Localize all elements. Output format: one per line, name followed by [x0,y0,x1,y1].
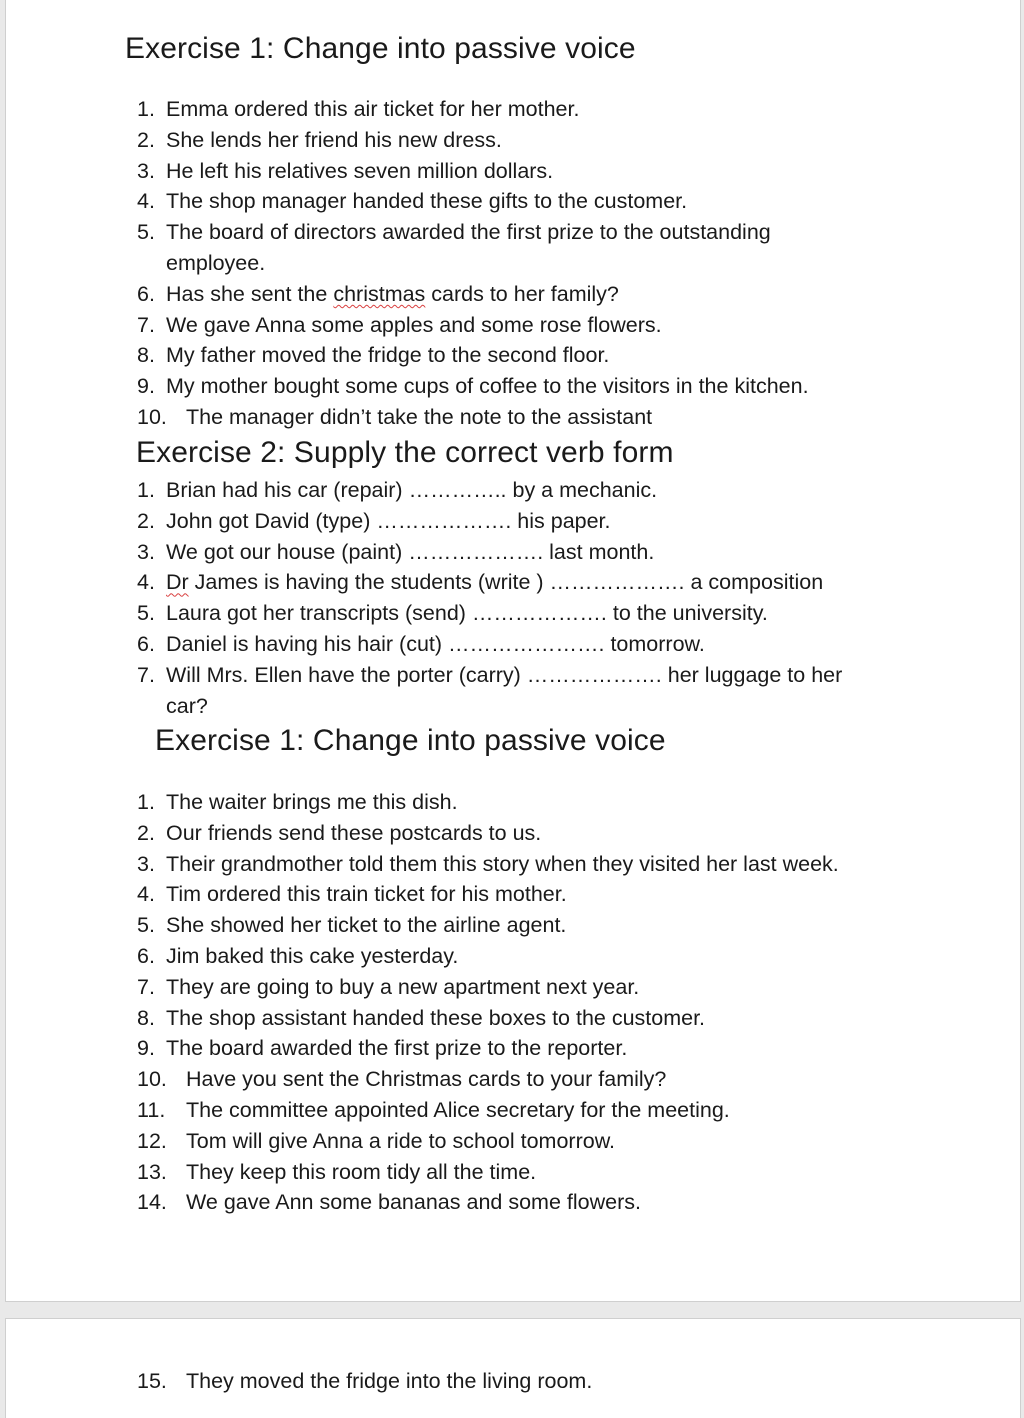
list-item: 8. My father moved the fridge to the second floor. [137,343,610,368]
list-item: 4. The shop manager handed these gifts to the customer. [137,189,688,214]
list-item: 6. Jim baked this cake yesterday. [137,943,459,968]
list-item: 9. My mother bought some cups of coffee to the visitors in the kitchen. [137,374,809,399]
list-item: 3. He left his relatives seven million dollars. [137,158,554,183]
exercise-1-list [137,94,897,433]
list-item: 2. She lends her friend his new dress. [137,127,502,152]
list-item: 15. They moved the fridge into the living room. [137,1369,593,1393]
exercise-1-repeat-list [137,787,897,1218]
exercise-2-heading: Exercise 2: Supply the correct verb form [136,436,674,469]
spellcheck-flagged-word: christmas [333,281,426,306]
list-item: 4. Tim ordered this train ticket for his mother. [137,882,567,907]
list-item: 1. The waiter brings me this dish. [137,790,458,814]
document-page-2 [5,1318,1021,1418]
list-item: 6. Has she sent the christmas cards to her family? [137,281,619,306]
list-item: 13. They keep this room tidy all the time. [137,1159,537,1184]
list-item: 9. The board awarded the first prize to the reporter. [137,1036,628,1061]
list-item: 1. Emma ordered this air ticket for her mother. [137,97,580,121]
list-item: 5. Laura got her transcripts (send) ………………. to the university. [137,601,768,626]
list-item: 8. The shop assistant handed these boxes to the customer. [137,1005,706,1030]
list-item: 11. The committee appointed Alice secretary for the meeting. [137,1097,730,1122]
list-item: 7. They are going to buy a new apartment next year. [137,974,640,999]
list-item: 4. Dr James is having the students (write ) ………………. a composition [137,570,824,595]
list-item: 3. We got our house (paint) ………………. last month. [137,539,655,564]
exercise-2-list [137,475,927,721]
list-item: 2. Our friends send these postcards to us. [137,820,542,845]
exercise-1-repeat-heading: Exercise 1: Change into passive voice [155,724,666,757]
exercise-1-heading: Exercise 1: Change into passive voice [125,32,636,65]
list-item: 12. Tom will give Anna a ride to school tomorrow. [137,1128,616,1153]
list-item: 5. The board of directors awarded the first prize to the outstanding employee. [137,220,771,275]
list-item: 6. Daniel is having his hair (cut) …………………. tomorrow. [137,631,705,656]
list-item: 2. John got David (type) ………………. his paper. [137,508,611,533]
list-item: 3. Their grandmother told them this story when they visited her last week. [137,851,839,876]
spellcheck-flagged-word: Dr [166,570,189,595]
list-item: 5. She showed her ticket to the airline agent. [137,913,567,938]
list-item: 7. Will Mrs. Ellen have the porter (carry) ………………. her luggage to her car? [137,662,843,718]
document-page-1 [5,0,1021,1302]
list-item: 10. The manager didn’t take the note to the assistant [137,404,653,429]
list-item: 14. We gave Ann some bananas and some flowers. [137,1190,641,1215]
list-item: 10. Have you sent the Christmas cards to your family? [137,1067,667,1092]
list-item: 1. Brian had his car (repair) ………….. by a mechanic. [137,478,658,502]
list-item: 7. We gave Anna some apples and some rose flowers. [137,312,662,337]
page-2-list [137,1366,897,1397]
